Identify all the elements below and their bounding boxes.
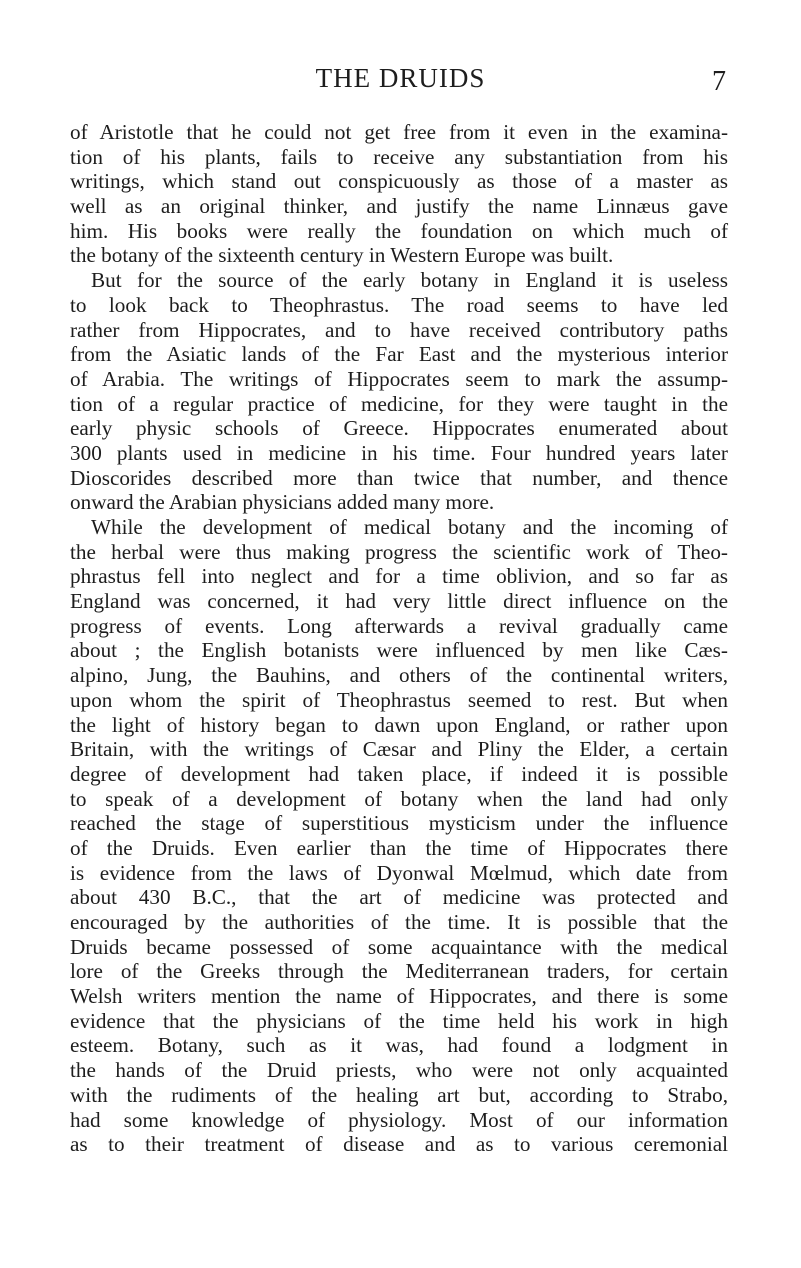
text-line: phrastus fell into neglect and for a time oblivion, and so far as: [70, 564, 728, 589]
text-line: with the rudiments of the healing art but, according to Strabo,: [70, 1082, 728, 1107]
text-line: tion of his plants, fails to receive any substantiation from his: [70, 144, 728, 169]
text-line: progress of events. Long afterwards a revival gradually came: [70, 613, 728, 638]
text-line: Dioscorides described more than twice that number, and thence: [70, 465, 728, 490]
text-line: as to their treatment of disease and as to various ceremonial: [70, 1132, 728, 1157]
text-line: Druids became possessed of some acquaintance with the medical: [70, 934, 728, 959]
text-line: is evidence from the laws of Dyonwal Mœlmud, which date from: [70, 860, 728, 885]
text-line: alpino, Jung, the Bauhins, and others of the continental writers,: [70, 663, 728, 688]
page-number: 7: [712, 66, 726, 97]
text-line: Britain, with the writings of Cæsar and Pliny the Elder, a certain: [70, 737, 728, 762]
text-line: about 430 B.C., that the art of medicine was protected and: [70, 885, 728, 910]
text-line: of Aristotle that he could not get free from it even in the examina-: [70, 120, 728, 144]
text-line: upon whom the spirit of Theophrastus seemed to rest. But when: [70, 687, 728, 712]
text-line: evidence that the physicians of the time held his work in high: [70, 1008, 728, 1033]
text-line: the hands of the Druid priests, who were not only acquainted: [70, 1058, 728, 1083]
text-line: from the Asiatic lands of the Far East and the mysterious interior: [70, 342, 728, 367]
text-line: Welsh writers mention the name of Hippocrates, and there is some: [70, 984, 728, 1009]
text-line: tion of a regular practice of medicine, for they were taught in the: [70, 391, 728, 416]
text-line: had some knowledge of physiology. Most of our information: [70, 1107, 728, 1132]
text-line: rather from Hippocrates, and to have received contributory paths: [70, 317, 728, 342]
text-line: England was concerned, it had very little direct influence on the: [70, 589, 728, 614]
text-line: early physic schools of Greece. Hippocrates enumerated about: [70, 416, 728, 441]
text-line: of the Druids. Even earlier than the time of Hippocrates there: [70, 835, 728, 860]
text-line: lore of the Greeks through the Mediterranean traders, for certain: [70, 959, 728, 984]
text-line: the botany of the sixteenth century in Western Europe was built.: [70, 243, 614, 268]
text-line: the light of history began to dawn upon England, or rather upon: [70, 712, 728, 737]
text-line: to look back to Theophrastus. The road seems to have led: [70, 292, 728, 317]
text-line: But for the source of the early botany in England it is useless: [91, 268, 728, 293]
running-head: [0, 60, 801, 100]
text-line: reached the stage of superstitious mysticism under the influence: [70, 811, 728, 836]
text-line: encouraged by the authorities of the time. It is possible that the: [70, 910, 728, 934]
text-line: esteem. Botany, such as it was, had found a lodgment in: [70, 1033, 728, 1058]
text-line: degree of development had taken place, if indeed it is possible: [70, 761, 728, 786]
text-line: the herbal were thus making progress the scientific work of Theo-: [70, 539, 728, 564]
text-line: of Arabia. The writings of Hippocrates seem to mark the assump-: [70, 366, 728, 391]
text-line: him. His books were really the foundation on which much of: [70, 218, 728, 243]
text-line: about ; the English botanists were influenced by men like Cæs-: [70, 638, 728, 663]
text-line: While the development of medical botany and the incoming of: [91, 515, 728, 539]
text-line: well as an original thinker, and justify the name Linnæus gave: [70, 194, 728, 219]
body-text: [70, 120, 728, 1157]
running-title: THE DRUIDS: [315, 63, 486, 93]
text-line: 300 plants used in medicine in his time. Four hundred years later: [70, 440, 728, 465]
text-line: to speak of a development of botany when the land had only: [70, 786, 728, 811]
text-line: onward the Arabian physicians added many more.: [70, 490, 495, 515]
text-line: writings, which stand out conspicuously as those of a master as: [70, 169, 728, 194]
